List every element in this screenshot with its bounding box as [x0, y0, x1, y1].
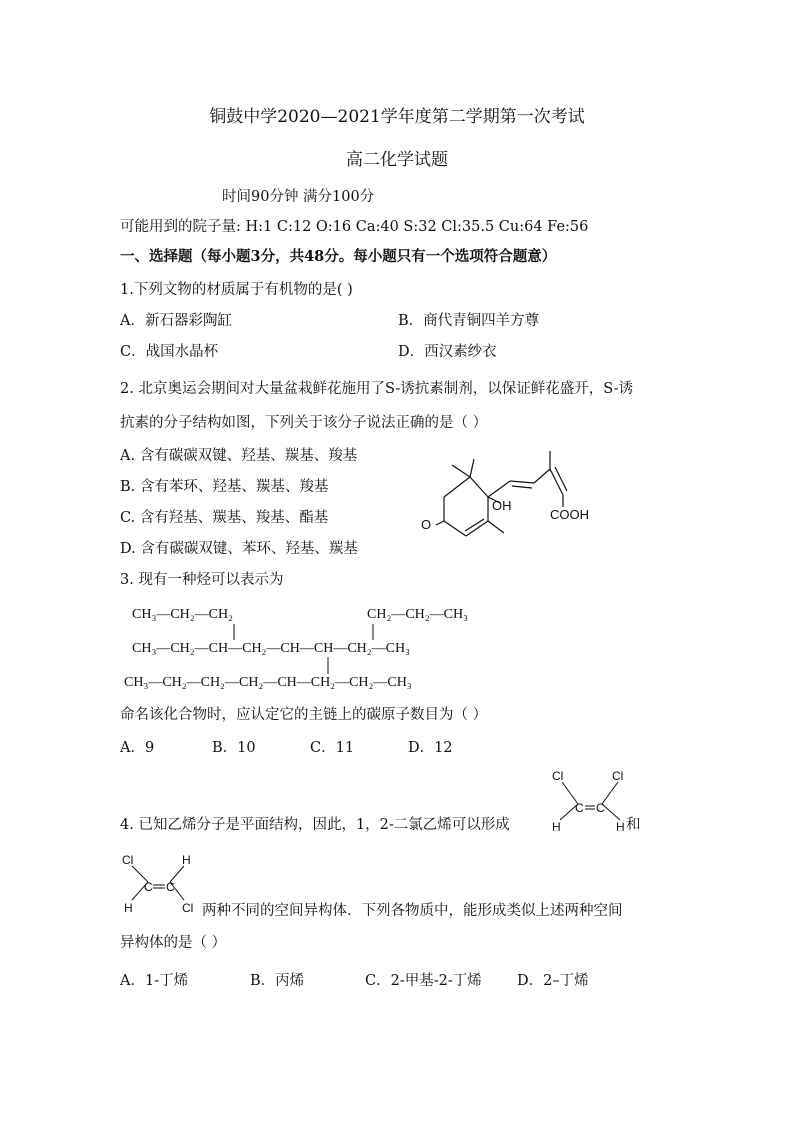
q4-stem-line1: 4. 已知乙烯分子是平面结构，因此，1，2-二氯乙烯可以形成 — [120, 817, 510, 833]
q1-option-d: D．西汉素纱衣 — [398, 344, 497, 360]
trans-c-right: C — [166, 880, 175, 894]
q2-option-a: A. 含有碳碳双键、羟基、羰基、羧基 — [120, 448, 358, 464]
q3-formula-row2: CH₃—CH₂—CH—CH₂—CH—CH—CH₂—CH₃ — [132, 641, 410, 656]
q3-stem: 3. 现有一种烃可以表示为 — [120, 572, 284, 588]
trans-h-left: H — [124, 901, 133, 915]
trans-cl-right: Cl — [182, 901, 194, 915]
q4-option-d: D．2–丁烯 — [517, 973, 589, 989]
q4-stem-line3: 异构体的是（ ） — [120, 935, 227, 951]
cis-dichloroethene-structure — [548, 768, 638, 834]
cooh-label: COOH — [550, 507, 589, 522]
cis-cl-right: Cl — [612, 769, 624, 783]
q1-option-a: A．新石器彩陶缸 — [120, 313, 232, 329]
cis-c-right: C — [596, 801, 605, 815]
q4-option-b: B．丙烯 — [250, 973, 305, 989]
ketone-o-label: O — [421, 517, 432, 532]
exam-subtitle: 高二化学试题 — [346, 150, 448, 170]
q4-option-a: A．1-丁烯 — [120, 973, 189, 989]
cis-c-left: C — [575, 801, 584, 815]
q3-option-c: C．11 — [310, 740, 355, 756]
trans-dichloroethene-structure — [118, 852, 204, 918]
trans-c-left: C — [144, 880, 153, 894]
q2-stem-line1: 2. 北京奥运会期间对大量盆栽鲜花施用了S-诱抗素制剂，以保证鲜花盛开，S-诱 — [120, 381, 634, 397]
cis-cl-left: Cl — [552, 769, 564, 783]
exam-title: 铜鼓中学2020—2021学年度第二学期第一次考试 — [209, 107, 585, 127]
section-heading: 一、选择题（每小题3分，共48分。每小题只有一个选项符合题意） — [120, 248, 557, 265]
q2-option-d: D. 含有碳碳双键、苯环、羟基、羰基 — [120, 541, 358, 557]
q4-stem-line2: 两种不同的空间异构体．下列各物质中，能形成类似上述两种空间 — [202, 903, 623, 919]
q3-ask: 命名该化合物时，应认定它的主链上的碳原子数目为（ ） — [120, 707, 488, 723]
q1-option-b: B．商代青铜四羊方尊 — [398, 313, 540, 329]
oh-label: OH — [492, 498, 512, 513]
q3-option-d: D．12 — [408, 740, 453, 756]
atomic-mass-line: 可能用到的院子量: H:1 C:12 O:16 Ca:40 S:32 Cl:35.5 Cu:64 Fe:56 — [120, 219, 589, 235]
cis-h-left: H — [552, 820, 561, 834]
q3-formula-row1-right: CH₂—CH₂—CH₃ — [367, 607, 468, 622]
q2-option-c: C. 含有羟基、羰基、羧基、酯基 — [120, 510, 329, 526]
q1-option-c: C．战国水晶杯 — [120, 344, 219, 360]
time-info: 时间90分钟 满分100分 — [222, 189, 375, 205]
q1-stem: 1.下列文物的材质属于有机物的是( ) — [120, 282, 353, 298]
trans-h-right: H — [182, 853, 191, 867]
q2-option-b: B. 含有苯环、羟基、羰基、羧基 — [120, 479, 329, 495]
q3-option-a: A．9 — [120, 740, 155, 756]
q3-formula-row1-left: CH₃—CH₂—CH₂ — [132, 607, 233, 622]
q3-formula-row3: CH₃—CH₂—CH₂—CH₂—CH—CH₂—CH₂—CH₃ — [124, 675, 412, 690]
cis-h-right: H — [616, 820, 625, 834]
q3-option-b: B．10 — [212, 740, 256, 756]
trans-cl-left: Cl — [122, 853, 134, 867]
q2-stem-line2: 抗素的分子结构如图，下列关于该分子说法正确的是（ ） — [120, 415, 488, 431]
q4-stem-and: 和 — [626, 817, 641, 833]
q4-option-c: C．2-甲基-2-丁烯 — [365, 973, 482, 989]
